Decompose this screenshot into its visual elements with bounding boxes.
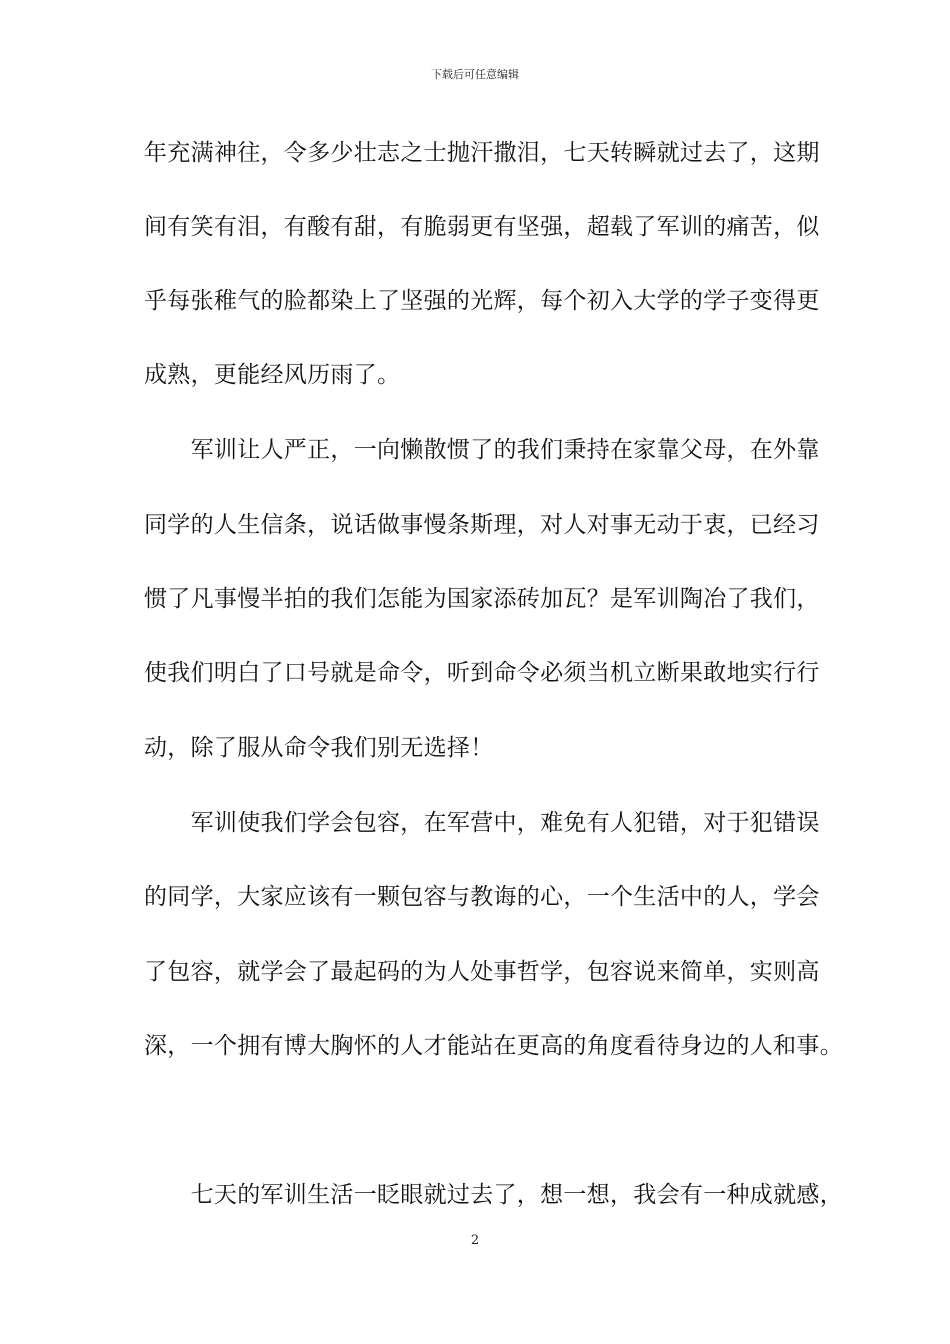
text-line: 动，除了服从命令我们别无选择！ [144,735,494,761]
text-line: 军训使我们学会包容，在军营中，难免有人犯错，对于犯错误 [144,810,820,836]
page-number: 2 [470,1233,480,1248]
text-line: 乎每张稚气的脸都染上了坚强的光辉，每个初入大学的学子变得更 [144,288,820,314]
page-header: 下载后可任意编辑 [431,68,519,81]
text-line: 七天的军训生活一眨眼就过去了，想一想，我会有一种成就感， [144,1182,843,1208]
text-line: 成熟，更能经风历雨了。 [144,362,401,388]
text-line: 年充满神往，令多少壮志之士抛汗撒泪，七天转瞬就过去了，这期 [144,140,820,166]
text-line: 的同学，大家应该有一颗包容与教诲的心，一个生活中的人，学会 [144,884,820,910]
text-line: 使我们明白了口号就是命令，听到命令必须当机立断果敢地实行行 [144,660,820,686]
text-line: 深，一个拥有博大胸怀的人才能站在更高的角度看待身边的人和事。 [144,1033,843,1059]
text-line: 军训让人严正，一向懒散惯了的我们秉持在家靠父母，在外靠 [144,437,820,463]
text-line: 同学的人生信条，说话做事慢条斯理，对人对事无动于衷，已经习 [144,512,820,538]
text-line: 惯了凡事慢半拍的我们怎能为国家添砖加瓦？是军训陶冶了我们， [144,586,820,612]
text-line: 了包容，就学会了最起码的为人处事哲学，包容说来简单，实则高 [144,959,820,985]
text-line: 间有笑有泪，有酸有甜，有脆弱更有坚强，超载了军训的痛苦，似 [144,214,820,240]
